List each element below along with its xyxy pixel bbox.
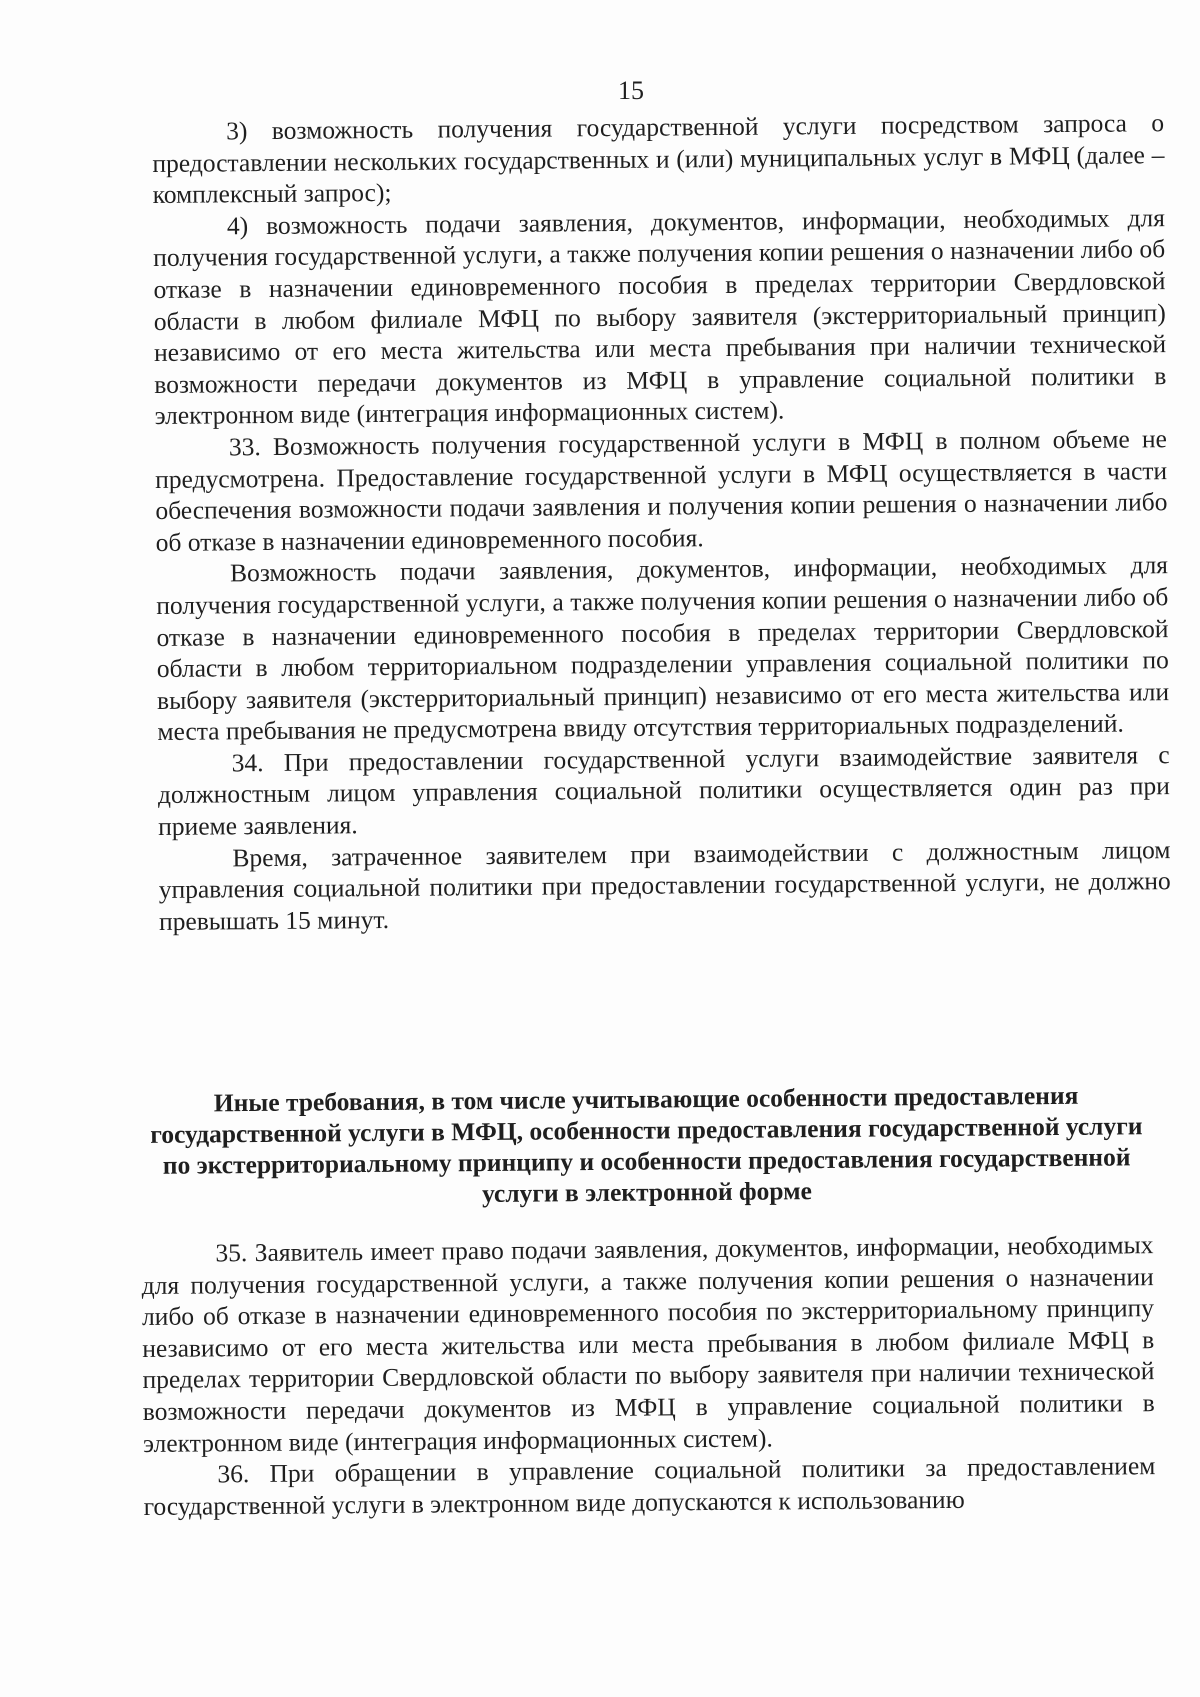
paragraph-34-continued: Время, затраченное заявителем при взаимодействии с должностным лицом управления социальной политики при предоставлении государственной услуги, не должно превышать 15 минут.: [158, 834, 1171, 936]
section-heading: Иные требования, в том числе учитывающие особенности предоставления государственной услуги в МФЦ, особенности предоставления государственной услуги по экстерриториальному принципу и особенности предоставления государственной услуги в электронной форме: [150, 1080, 1143, 1209]
document-body-bottom: [140, 1079, 1156, 1522]
paragraph-34: 34. При предоставлении государственной услуги взаимодействие заявителя с должностным лицом управления социальной политики осуществляется один раз при приеме заявления.: [157, 740, 1171, 842]
paragraph-33: 33. Возможность получения государственной услуги в МФЦ в полном объеме не предусмотрена. Предоставление государственной услуги в МФЦ осуществляется в части обеспечения возможности подачи заявления и получения копии решения о назначении либо об отказе в назначении единовременного пособия.: [155, 424, 1168, 557]
paragraph-36: 36. При обращении в управление социальной политики за предоставлением государственной услуги в электронном виде допускаются к использованию: [143, 1451, 1156, 1521]
page-number: 15: [618, 76, 644, 105]
paragraph-item-4: 4) возможность подачи заявления, документов, информации, необходимых для получения государственной услуги, а также получения копии решения о назначении либо об отказе в назначении единовременного пособия в пределах территории Свердловской области в любом филиале МФЦ по выбору заявителя (экстерриториальный принцип) независимо от его места жительства или места пребывания при наличии технической возможности передачи документов из МФЦ в управление социальной политики в электронном виде (интеграция информационных систем).: [153, 202, 1167, 431]
paragraph-33-continued: Возможность подачи заявления, документов, информации, необходимых для получения государственной услуги, а также получения копии решения о назначении либо об отказе в назначении единовременного пособия в пределах территории Свердловской области в любом территориальном подразделении управления социальной политики по выбору заявителя (экстерриториальный принцип) независимо от его места жительства или места пребывания не предусмотрена ввиду отсутствия территориальных подразделений.: [156, 550, 1170, 747]
document-body-top: [152, 107, 1171, 937]
paragraph-item-3: 3) возможность получения государственной услуги посредством запроса о предоставлении нескольких государственных и (или) муниципальных услуг в МФЦ (далее – комплексный запрос);: [152, 108, 1165, 210]
paragraph-35: 35. Заявитель имеет право подачи заявления, документов, информации, необходимых для получения государственной услуги, а также получения копии решения о назначении либо об отказе в назначении единовременного пособия по экстерриториальному принципу независимо от его места жительства или места пребывания в любом филиале МФЦ в пределах территории Свердловской области по выбору заявителя при наличии технической возможности передачи документов из МФЦ в управление социальной политики в электронном виде (интеграция информационных систем).: [141, 1230, 1155, 1458]
